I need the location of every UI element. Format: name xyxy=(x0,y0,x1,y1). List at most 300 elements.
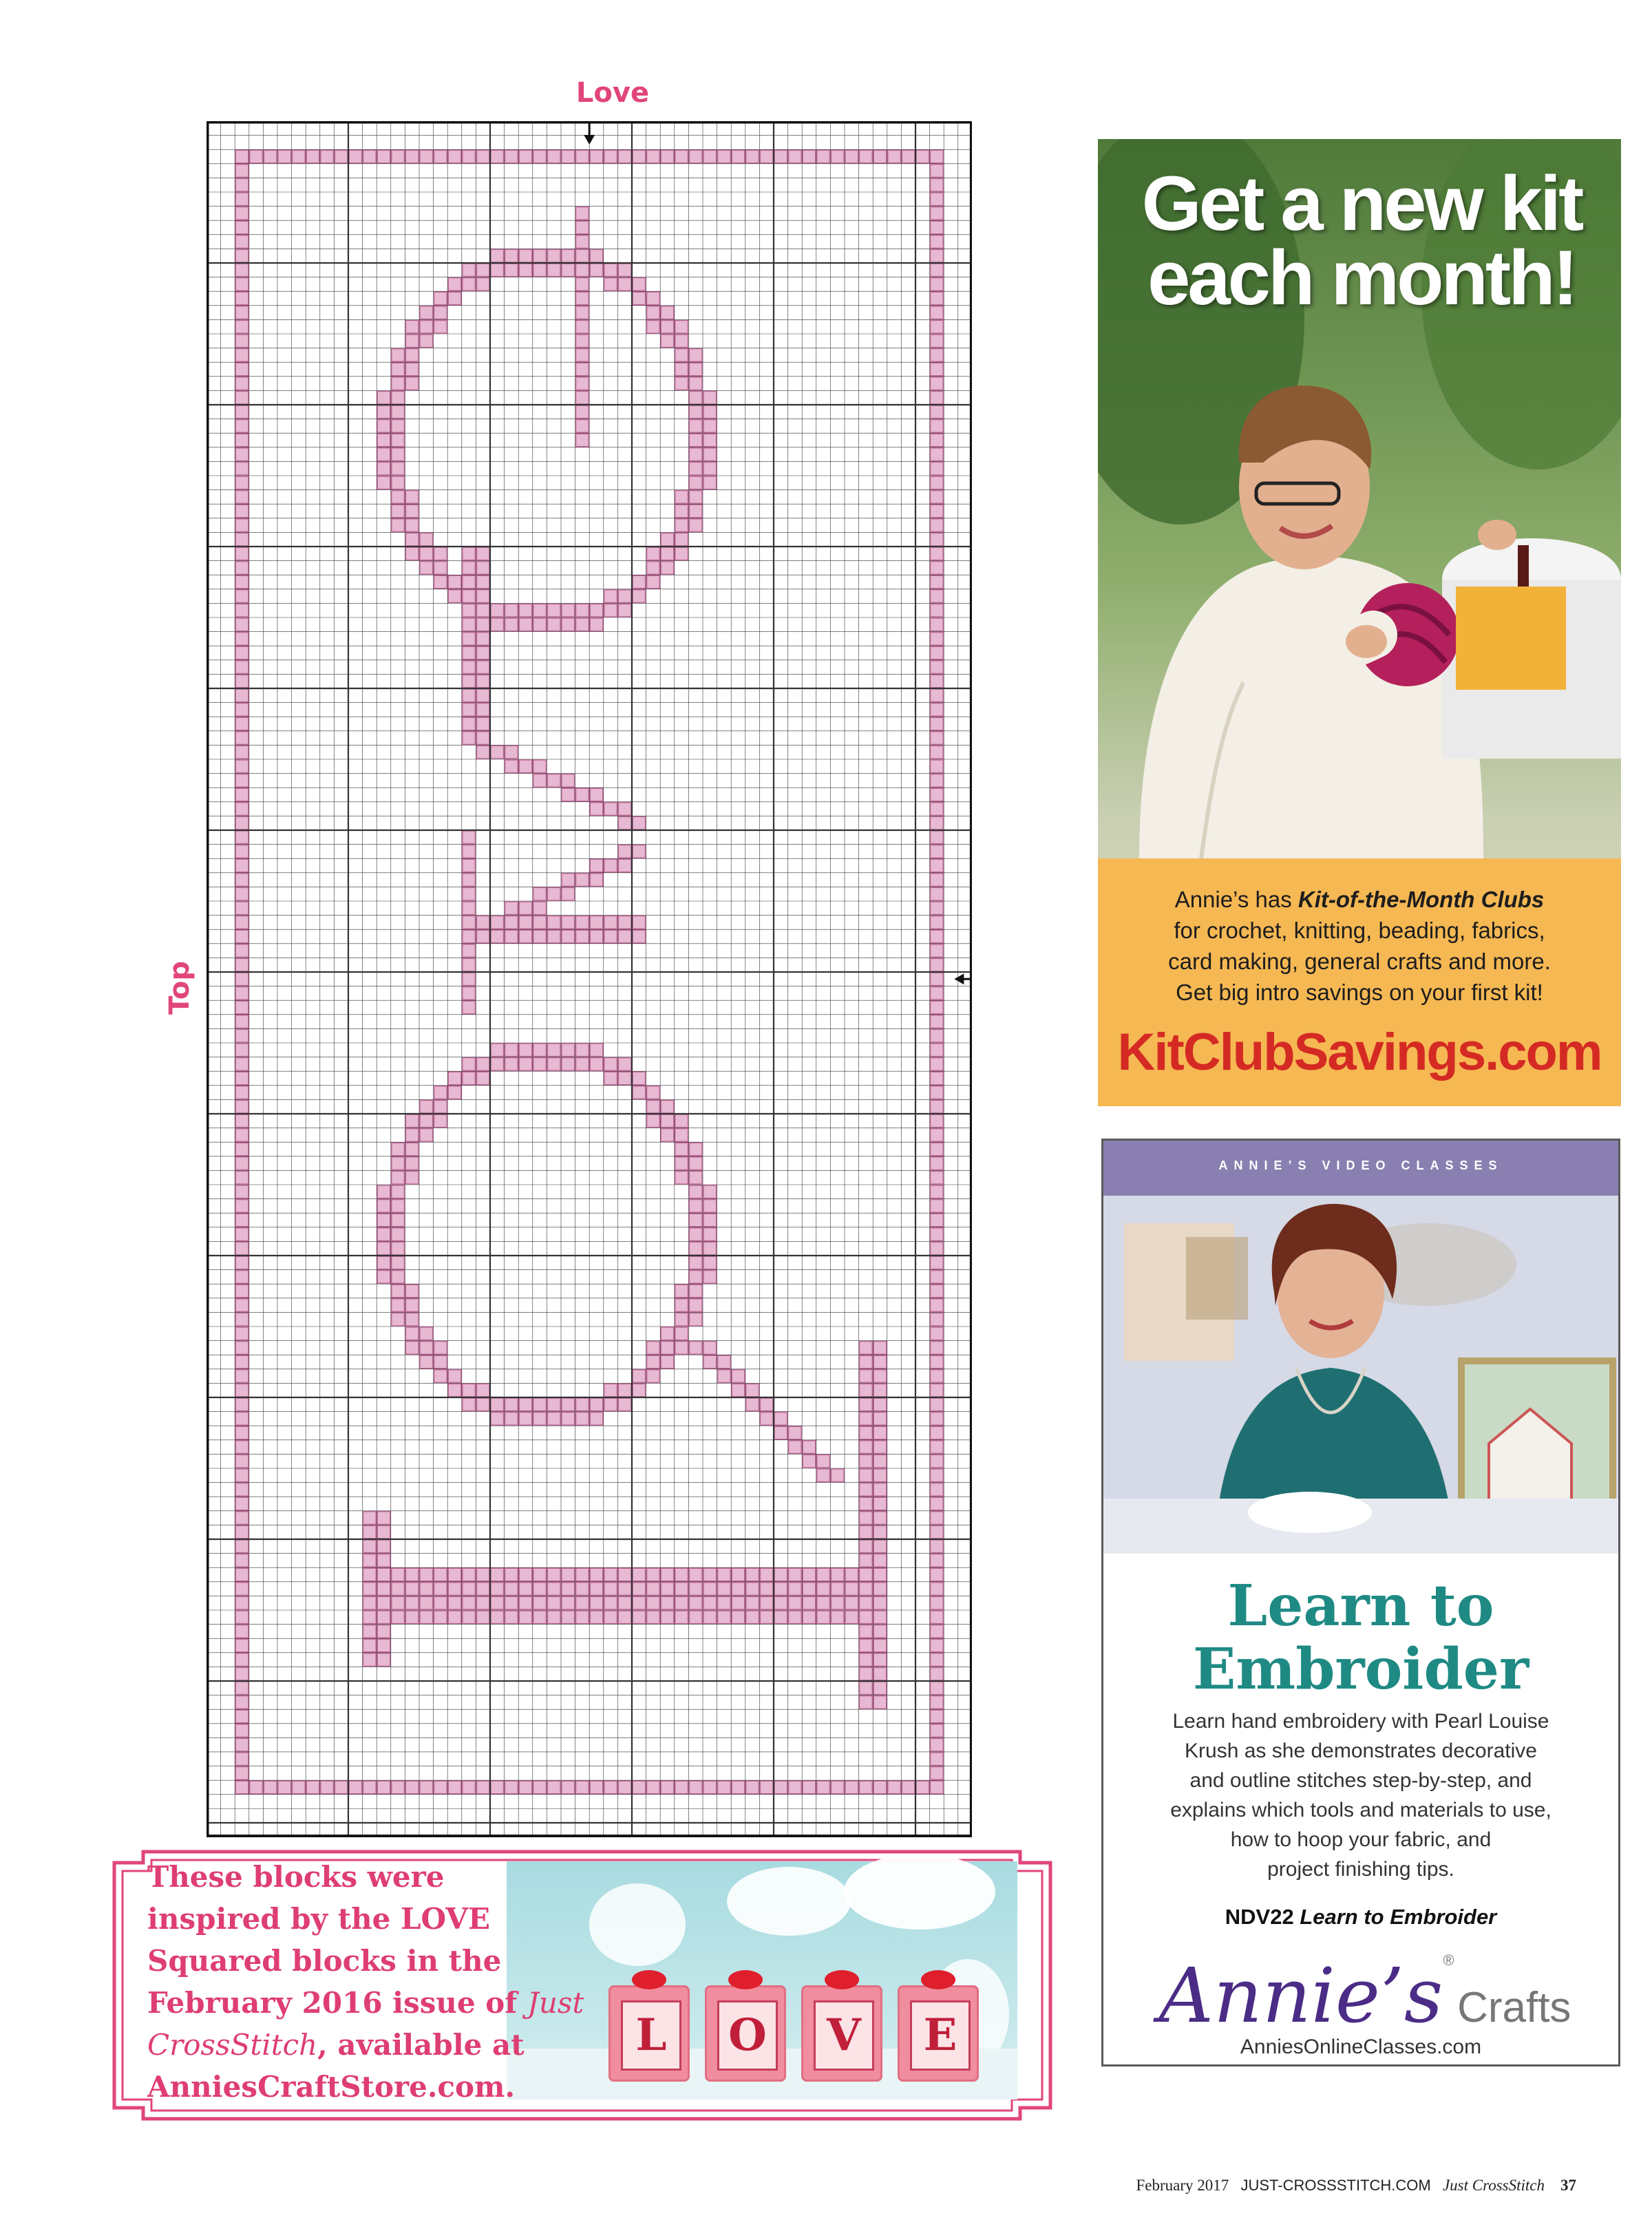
stitch-cell xyxy=(519,1583,532,1596)
stitch-cell xyxy=(831,1469,844,1482)
stitch-cell xyxy=(760,1781,773,1794)
stitch-cell xyxy=(633,590,646,603)
stitch-cell xyxy=(377,476,390,489)
stitch-cell xyxy=(235,1285,248,1298)
stitch-cell xyxy=(363,1568,377,1581)
stitch-cell xyxy=(363,1540,377,1553)
stitch-cell xyxy=(590,788,603,801)
stitch-cell xyxy=(235,604,248,617)
stitch-cell xyxy=(931,1100,944,1113)
stitch-cell xyxy=(931,519,944,532)
stitch-cell xyxy=(931,1114,944,1128)
ribbon-bow-icon xyxy=(632,1970,666,1989)
stitch-cell xyxy=(519,1044,532,1057)
stitch-cell xyxy=(377,420,390,433)
stitch-cell xyxy=(831,1781,844,1794)
stitch-cell xyxy=(647,562,660,575)
stitch-cell xyxy=(505,150,518,163)
stitch-cell xyxy=(392,1271,405,1284)
stitch-cell xyxy=(803,1568,816,1581)
stitch-cell xyxy=(448,150,461,163)
stitch-cell xyxy=(931,803,944,816)
stitch-cell xyxy=(931,1185,944,1198)
stitch-cell xyxy=(789,1426,802,1439)
stitch-cell xyxy=(689,448,702,461)
stitch-cell xyxy=(873,1611,887,1624)
stitch-cell xyxy=(448,1596,461,1609)
stitch-cell xyxy=(519,930,532,943)
stitch-cell xyxy=(519,1398,532,1411)
stitch-cell xyxy=(434,1100,447,1113)
stitch-cell xyxy=(235,1611,248,1624)
stitch-cell xyxy=(931,1214,944,1227)
stitch-cell xyxy=(931,235,944,249)
stitch-cell xyxy=(463,845,476,858)
stitch-cell xyxy=(547,249,560,262)
stitch-cell xyxy=(434,320,447,333)
stitch-cell xyxy=(434,547,447,560)
store-link[interactable]: AnniesCraftStore.com. xyxy=(147,2070,516,2104)
stitch-cell xyxy=(931,278,944,291)
stitch-cell xyxy=(448,575,461,589)
stitch-cell xyxy=(235,930,248,943)
issue-date: February 2017 xyxy=(1136,2177,1229,2194)
stitch-cell xyxy=(576,618,589,631)
stitch-cell xyxy=(533,902,547,915)
stitch-cell xyxy=(235,249,248,262)
stitch-cell xyxy=(590,874,603,887)
stitch-cell xyxy=(703,448,717,461)
stitch-cell xyxy=(377,1540,390,1553)
stitch-cell xyxy=(860,1426,873,1439)
stitch-cell xyxy=(873,1639,887,1652)
online-classes-url[interactable]: AnniesOnlineClasses.com xyxy=(1240,2036,1482,2058)
stitch-cell xyxy=(633,292,646,305)
stitch-cell xyxy=(306,1781,319,1794)
stitch-cell xyxy=(576,150,589,163)
stitch-cell xyxy=(321,150,334,163)
body-text: and outline stitches step-by-step, and xyxy=(1189,1769,1532,1792)
stitch-cell xyxy=(405,1342,419,1355)
stitch-cell xyxy=(235,1483,248,1497)
stitch-cell xyxy=(873,1342,887,1355)
body-text: card making, general crafts and more. xyxy=(1168,949,1551,974)
stitch-cell xyxy=(235,363,248,376)
stitch-cell xyxy=(931,845,944,858)
stitch-cell xyxy=(789,1441,802,1454)
stitch-cell xyxy=(519,604,532,617)
magazine-name: Just CrossStitch xyxy=(1442,2177,1545,2194)
stitch-cell xyxy=(505,1058,518,1071)
stitch-cell xyxy=(803,150,816,163)
stitch-cell xyxy=(675,1327,688,1340)
stitch-cell xyxy=(931,434,944,447)
stitch-cell xyxy=(689,505,702,518)
stitch-cell xyxy=(476,717,489,730)
stitch-cell xyxy=(931,221,944,234)
stitch-cell xyxy=(377,1596,390,1609)
stitch-cell xyxy=(377,150,390,163)
video-class-ad[interactable] xyxy=(1101,1139,1620,2066)
stitch-cell xyxy=(931,1738,944,1751)
stitch-cell xyxy=(703,1200,717,1213)
chart-side-label: Top xyxy=(164,960,196,1015)
product-code xyxy=(1103,1905,1618,1930)
stitch-cell xyxy=(647,575,660,589)
stitch-cell xyxy=(817,1583,830,1596)
stitch-cell xyxy=(562,1058,575,1071)
stitch-cell xyxy=(604,1781,617,1794)
stitch-cell xyxy=(689,1200,702,1213)
stitch-cell xyxy=(576,1611,589,1624)
stitch-cell xyxy=(931,633,944,646)
stitch-cell xyxy=(576,1583,589,1596)
stitch-cell xyxy=(420,150,433,163)
stitch-cell xyxy=(633,845,646,858)
stitch-cell xyxy=(476,661,489,674)
stitch-cell xyxy=(675,1611,688,1624)
stitch-cell xyxy=(377,1611,390,1624)
stitch-cell xyxy=(873,1512,887,1525)
stitch-cell xyxy=(264,150,277,163)
stitch-cell xyxy=(463,987,476,1000)
stitch-cell xyxy=(547,1413,560,1426)
block-letter: L xyxy=(621,2000,681,2071)
stitch-cell xyxy=(746,1568,759,1581)
stitch-cell xyxy=(235,1596,248,1609)
stitch-cell xyxy=(860,1611,873,1624)
stitch-cell xyxy=(505,1611,518,1624)
stitch-cell xyxy=(491,1781,504,1794)
stitch-cell xyxy=(405,491,419,504)
stitch-cell xyxy=(789,1568,802,1581)
stitch-cell xyxy=(675,320,688,333)
callout-text xyxy=(147,1856,588,2108)
stitch-cell xyxy=(633,1781,646,1794)
stitch-cell xyxy=(590,604,603,617)
stitch-cell xyxy=(235,1228,248,1241)
stitch-cell xyxy=(774,1413,787,1426)
kit-club-url[interactable]: KitClubSavings.com xyxy=(1117,1023,1602,1081)
stitch-cell xyxy=(931,1143,944,1156)
stitch-cell xyxy=(661,1327,674,1340)
stitch-cell xyxy=(576,363,589,376)
stitch-cell xyxy=(448,1611,461,1624)
stitch-cell xyxy=(463,562,476,575)
stitch-cell xyxy=(392,1781,405,1794)
stitch-cell xyxy=(661,1583,674,1596)
stitch-cell xyxy=(235,264,248,277)
stitch-cell xyxy=(647,1596,660,1609)
body-text: explains which tools and materials to use, xyxy=(1170,1799,1552,1821)
headline-line: each month! xyxy=(1147,235,1576,321)
stitch-cell xyxy=(590,930,603,943)
stitch-cell xyxy=(463,1596,476,1609)
stitch-cell xyxy=(931,788,944,801)
stitch-cell xyxy=(661,1129,674,1142)
stitch-cell xyxy=(235,831,248,844)
stitch-cell xyxy=(463,887,476,900)
stitch-cell xyxy=(405,1143,419,1156)
stitch-cell xyxy=(873,1525,887,1539)
ribbon-bow-icon xyxy=(921,1970,955,1989)
headline-line: Get a new kit xyxy=(1141,160,1582,246)
stitch-cell xyxy=(463,944,476,958)
stitch-cell xyxy=(873,1370,887,1383)
stitch-cell xyxy=(703,434,717,447)
stitch-cell xyxy=(831,1596,844,1609)
stitch-cell xyxy=(235,1001,248,1014)
stitch-cell xyxy=(476,1072,489,1085)
stitch-cell xyxy=(405,533,419,546)
stitch-cell xyxy=(235,1639,248,1652)
stitch-cell xyxy=(873,1540,887,1553)
stitch-cell xyxy=(831,1611,844,1624)
stitch-cell xyxy=(931,1313,944,1326)
stitch-cell xyxy=(392,1256,405,1269)
stitch-cell xyxy=(931,377,944,390)
stitch-cell xyxy=(491,1611,504,1624)
stitch-cell xyxy=(873,1568,887,1581)
stitch-cell xyxy=(476,675,489,688)
stitch-cell xyxy=(633,1596,646,1609)
stitch-cell xyxy=(533,930,547,943)
stitch-cell xyxy=(604,1398,617,1411)
instructor-photo xyxy=(1103,1141,1618,1554)
stitch-cell xyxy=(703,1342,717,1355)
stitch-cell xyxy=(661,562,674,575)
stitch-cell xyxy=(235,1724,248,1737)
stitch-cell xyxy=(931,193,944,206)
stitch-cell xyxy=(377,1554,390,1567)
stitch-cell xyxy=(689,1228,702,1241)
stitch-cell xyxy=(661,306,674,319)
stitch-cell xyxy=(463,874,476,887)
stitch-cell xyxy=(633,278,646,291)
stitch-cell xyxy=(860,1667,873,1680)
stitch-cell xyxy=(774,1568,787,1581)
stitch-cell xyxy=(519,264,532,277)
stitch-cell xyxy=(434,575,447,589)
stitch-cell xyxy=(235,1625,248,1638)
stitch-cell xyxy=(689,1611,702,1624)
website[interactable]: JUST-CROSSSTITCH.COM xyxy=(1240,2177,1431,2194)
stitch-cell xyxy=(860,1525,873,1539)
stitch-cell xyxy=(931,533,944,546)
stitch-cell xyxy=(931,462,944,475)
stitch-cell xyxy=(931,1568,944,1581)
stitch-cell xyxy=(576,235,589,249)
stitch-cell xyxy=(235,165,248,178)
stitch-cell xyxy=(235,306,248,319)
stitch-cell xyxy=(476,689,489,702)
stitch-cell xyxy=(576,1568,589,1581)
stitch-cell xyxy=(931,165,944,178)
stitch-cell xyxy=(448,590,461,603)
stitch-cell xyxy=(392,519,405,532)
stitch-cell xyxy=(689,1781,702,1794)
stitch-cell xyxy=(235,1455,248,1468)
inspiration-callout xyxy=(94,1842,1057,2128)
stitch-cell xyxy=(562,1583,575,1596)
stitch-cell xyxy=(235,1256,248,1269)
stitch-cell xyxy=(860,1781,873,1794)
stitch-cell xyxy=(235,1015,248,1028)
stitch-cell xyxy=(476,264,489,277)
stitch-cell xyxy=(377,1639,390,1652)
callout-line: , available at xyxy=(317,2028,525,2062)
stitch-cell xyxy=(547,1611,560,1624)
stitch-cell xyxy=(931,491,944,504)
stitch-cell xyxy=(845,1596,858,1609)
stitch-cell xyxy=(703,1185,717,1198)
stitch-cell xyxy=(931,1086,944,1099)
stitch-cell xyxy=(392,377,405,390)
stitch-cell xyxy=(235,618,248,631)
stitch-cell xyxy=(689,1157,702,1170)
stitch-cell xyxy=(590,1583,603,1596)
stitch-cell xyxy=(576,1058,589,1071)
stitch-cell xyxy=(547,604,560,617)
stitch-cell xyxy=(448,1568,461,1581)
stitch-cell xyxy=(405,1313,419,1326)
stitch-cell xyxy=(931,1455,944,1468)
stitch-cell xyxy=(817,1781,830,1794)
stitch-cell xyxy=(931,1058,944,1071)
code: NDV22 xyxy=(1225,1905,1294,1929)
stitch-cell xyxy=(931,916,944,929)
stitch-cell xyxy=(931,816,944,829)
stitch-cell xyxy=(675,377,688,390)
stitch-cell xyxy=(420,547,433,560)
stitch-cell xyxy=(377,405,390,419)
stitch-cell xyxy=(519,150,532,163)
stitch-cell xyxy=(576,335,589,348)
stitch-cell xyxy=(392,1200,405,1213)
stitch-cell xyxy=(235,803,248,816)
ribbon-bow-icon xyxy=(728,1970,763,1989)
stitch-cell xyxy=(420,1114,433,1128)
stitch-cell xyxy=(618,930,631,943)
stitch-cell xyxy=(647,1355,660,1368)
stitch-cell xyxy=(845,150,858,163)
stitch-cell xyxy=(533,1611,547,1624)
magazine-name-part: CrossStitch xyxy=(147,2028,318,2062)
stitch-cell xyxy=(931,1342,944,1355)
stitch-cell xyxy=(576,405,589,419)
stitch-cell xyxy=(931,1271,944,1284)
stitch-cell xyxy=(931,1483,944,1497)
stitch-cell xyxy=(873,1441,887,1454)
stitch-cell xyxy=(931,874,944,887)
stitch-cell xyxy=(377,462,390,475)
stitch-cell xyxy=(463,1001,476,1014)
stitch-cell xyxy=(760,1611,773,1624)
stitch-cell xyxy=(363,1554,377,1567)
stitch-cell xyxy=(405,1157,419,1170)
stitch-cell xyxy=(931,646,944,659)
stitch-cell xyxy=(931,1441,944,1454)
stitch-cell xyxy=(675,363,688,376)
stitch-cell xyxy=(405,335,419,348)
stitch-cell xyxy=(633,916,646,929)
stitch-cell xyxy=(235,944,248,958)
stitch-cell xyxy=(931,1426,944,1439)
stitch-cell xyxy=(931,264,944,277)
stitch-cell xyxy=(505,930,518,943)
stitch-cell xyxy=(931,249,944,262)
stitch-cell xyxy=(931,1525,944,1539)
stitch-cell xyxy=(491,1413,504,1426)
stitch-cell xyxy=(519,760,532,773)
stitch-cell xyxy=(746,150,759,163)
stitch-cell xyxy=(860,1653,873,1667)
stitch-cell xyxy=(235,633,248,646)
stitch-cell xyxy=(689,1313,702,1326)
stitch-cell xyxy=(860,1554,873,1567)
stitch-cell xyxy=(476,704,489,717)
stitch-cell xyxy=(576,377,589,390)
stitch-cell xyxy=(661,1596,674,1609)
stitch-cell xyxy=(873,1583,887,1596)
stitch-cell xyxy=(491,1398,504,1411)
stitch-cell xyxy=(873,1682,887,1695)
stitch-cell xyxy=(604,1583,617,1596)
stitch-cell xyxy=(647,1568,660,1581)
stitch-cell xyxy=(547,1596,560,1609)
stitch-cell xyxy=(576,874,589,887)
stitch-cell xyxy=(931,1384,944,1397)
stitch-cell xyxy=(562,1398,575,1411)
stitch-cell xyxy=(434,306,447,319)
stitch-cell xyxy=(576,434,589,447)
stitch-cell xyxy=(434,1355,447,1368)
stitch-cell xyxy=(590,1596,603,1609)
stitch-cell xyxy=(576,930,589,943)
stitch-cell xyxy=(618,859,631,872)
stitch-cell xyxy=(235,987,248,1000)
stitch-cell xyxy=(491,264,504,277)
stitch-cell xyxy=(604,1596,617,1609)
stitch-cell xyxy=(448,1086,461,1099)
stitch-cell xyxy=(647,306,660,319)
stitch-cell xyxy=(718,1370,731,1383)
stitch-cell xyxy=(434,150,447,163)
kit-club-ad[interactable] xyxy=(1098,139,1621,1106)
stitch-cell xyxy=(519,1611,532,1624)
stitch-cell xyxy=(931,1015,944,1028)
stitch-cell xyxy=(505,902,518,915)
stitch-cell xyxy=(392,505,405,518)
stitch-cell xyxy=(689,1568,702,1581)
stitch-cell xyxy=(235,505,248,518)
stitch-cell xyxy=(647,1342,660,1355)
stitch-cell xyxy=(661,150,674,163)
stitch-cell xyxy=(235,1696,248,1709)
stitch-cell xyxy=(590,803,603,816)
stitch-cell xyxy=(349,1781,362,1794)
stitch-cell xyxy=(235,491,248,504)
stitch-cell xyxy=(931,746,944,759)
stitch-cell xyxy=(590,1781,603,1794)
stitch-cell xyxy=(931,292,944,305)
stitch-cell xyxy=(647,547,660,560)
stitch-cell xyxy=(931,859,944,872)
stitch-cell xyxy=(902,150,915,163)
stitch-cell xyxy=(505,1044,518,1057)
stitch-cell xyxy=(590,859,603,872)
love-blocks xyxy=(608,1973,994,2090)
